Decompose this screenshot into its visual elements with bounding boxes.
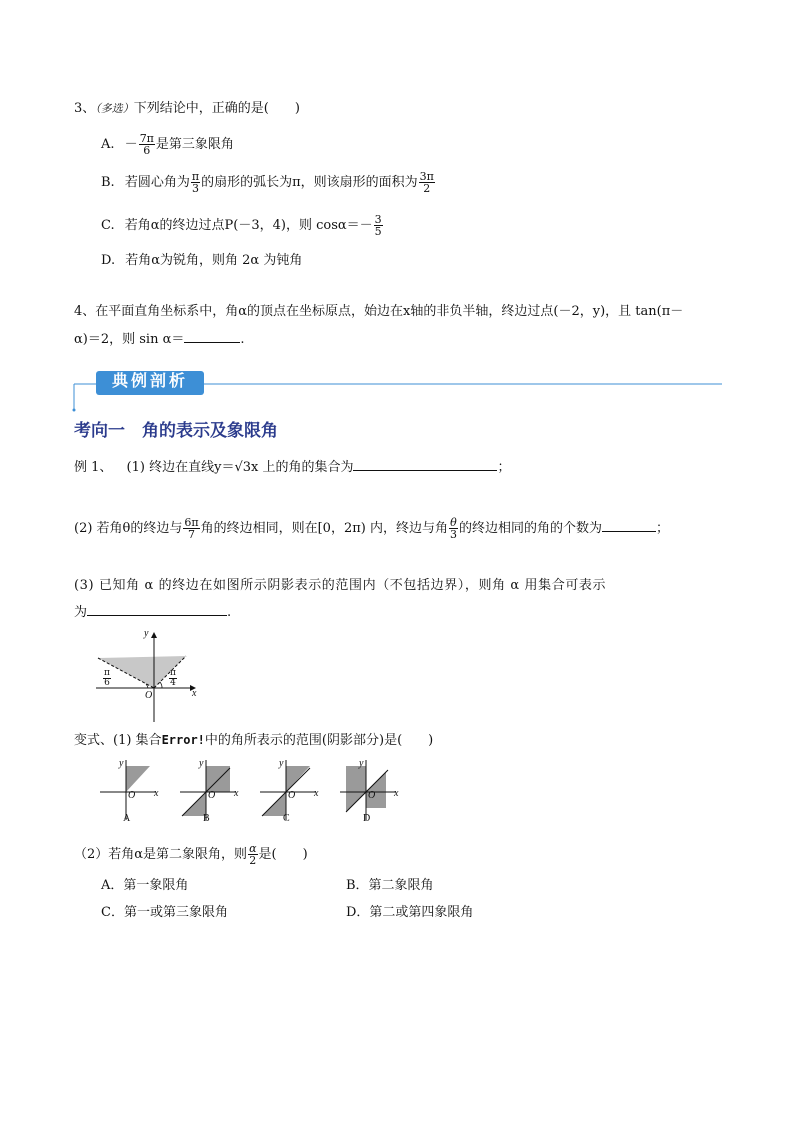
panel-c-caption: C — [283, 813, 290, 824]
fraction-numerator: 7π — [139, 132, 154, 145]
punctuation: ； — [656, 521, 670, 536]
panel-c-origin-label: O — [288, 790, 296, 801]
error-marker: Error! — [161, 733, 205, 747]
variant-text: （2）若角α是第二象限角，则 — [74, 847, 248, 862]
section-title: 考向一 角的表示及象限角 — [74, 421, 278, 441]
example-text: 角的终边相同，则在[0，2π) 内，终边与角 — [200, 521, 448, 536]
fraction-numerator: 6π — [184, 516, 199, 529]
q4-text: α)＝2，则 sin α＝ — [74, 332, 185, 347]
fraction — [248, 843, 257, 866]
fraction-denominator: 3 — [449, 528, 457, 541]
panel-d-y-label: y — [359, 758, 364, 769]
fraction-numerator: 3 — [374, 213, 382, 226]
example-1-part-2 — [74, 517, 669, 540]
fraction — [449, 517, 458, 540]
variant-question-2 — [74, 843, 308, 866]
figure-y-label: y — [144, 628, 149, 639]
figure-left-angle — [102, 668, 112, 688]
panel-d-origin-label: O — [368, 790, 376, 801]
option-letter: C. — [101, 218, 115, 233]
fraction-numerator: π — [104, 668, 110, 678]
panel-d-x-label: x — [394, 788, 399, 799]
panel-b-origin-label: O — [208, 790, 216, 801]
panel-b-y-label: y — [199, 758, 204, 769]
example-1-part-3-line-2 — [74, 603, 231, 621]
option-text: 的扇形的弧长为π，则该扇形的面积为 — [201, 175, 418, 190]
example-label: 例 1、 — [74, 460, 113, 475]
q3-tag: （多选） — [95, 102, 134, 115]
variant-text: 中的角所表示的范围(阴影部分)是( ) — [204, 733, 434, 748]
example-text: 为 — [74, 605, 88, 620]
panel-a-x-label: x — [154, 788, 159, 799]
q3-option-d — [101, 253, 302, 269]
option-letter: B. — [101, 175, 115, 190]
y-axis-arrow — [151, 632, 157, 638]
panel-d-caption: D — [363, 813, 371, 824]
option-text: 是第三象限角 — [155, 137, 234, 152]
fraction-denominator: 2 — [249, 854, 257, 867]
fraction-numerator: π — [191, 170, 200, 183]
option-letter: D. — [101, 253, 116, 268]
figure-right-angle — [168, 668, 178, 688]
q3-option-c — [101, 214, 384, 237]
q3-option-b — [101, 171, 436, 194]
variant-option-a: A．第一象限角 — [101, 878, 189, 893]
panel-a-y-label: y — [119, 758, 124, 769]
fraction-denominator: 4 — [170, 678, 176, 688]
fraction — [183, 517, 199, 540]
panel-c-y-label: y — [279, 758, 284, 769]
fraction-numerator: θ — [450, 516, 457, 529]
figure-origin-label: O — [145, 690, 153, 701]
variant-option-d: D．第二或第四象限角 — [346, 905, 474, 920]
option-letter: A. — [101, 137, 115, 152]
shaded-region — [126, 766, 150, 792]
shaded-region — [346, 766, 366, 812]
option-text: 若角α为锐角，则角 2α 为钝角 — [125, 253, 303, 268]
variant-question-1 — [74, 732, 433, 749]
option-text: 若圆心角为 — [124, 175, 190, 190]
panel-b-x-label: x — [234, 788, 239, 799]
panel-a-origin-label: O — [128, 790, 136, 801]
example-1-part-3-line-1: (3) 已知角 α 的终边在如图所示阴影表示的范围内（不包括边界），则角 α 用集合可表示 — [74, 578, 607, 593]
q4-period: . — [240, 332, 245, 347]
minus-sign: － — [124, 137, 138, 152]
fraction-numerator: π — [170, 668, 176, 678]
fraction-denominator: 2 — [423, 182, 431, 195]
answer-blank[interactable] — [353, 458, 497, 471]
q3-option-a — [101, 133, 234, 156]
panel-a-caption: A — [123, 813, 131, 824]
fraction — [103, 669, 111, 688]
panel-b-caption: B — [203, 813, 210, 824]
fraction — [191, 171, 200, 194]
fraction-numerator: 3π — [419, 170, 434, 183]
q4-line-2 — [74, 330, 245, 348]
variant-option-c: C．第一或第三象限角 — [101, 905, 228, 920]
fraction — [419, 171, 435, 194]
fraction-denominator: 3 — [191, 182, 199, 195]
example-text: 的终边相同的角的个数为 — [458, 521, 602, 536]
fraction — [374, 214, 383, 237]
fraction-numerator: α — [249, 842, 257, 855]
header-dot — [73, 409, 76, 412]
example-text: (2) 若角θ的终边与 — [74, 521, 183, 536]
option-text: 若角α的终边过点P(－3，4)，则 cosα＝－ — [124, 218, 373, 233]
angle-arc-right — [160, 682, 162, 688]
fraction-denominator: 7 — [187, 528, 195, 541]
punctuation: ； — [497, 460, 511, 475]
fraction — [169, 669, 177, 688]
answer-blank[interactable] — [602, 519, 656, 532]
section-badge: 典例剖析 — [111, 371, 188, 390]
answer-blank[interactable] — [87, 603, 227, 616]
variant-text: 是( ) — [258, 847, 308, 862]
q3-stem: 下列结论中，正确的是( ) — [133, 101, 300, 116]
punctuation: . — [227, 605, 232, 620]
example-1-part-1 — [74, 458, 510, 476]
figure-x-label: x — [192, 688, 197, 699]
variant-text: 变式、(1) 集合 — [74, 733, 162, 748]
variant-option-b: B．第二象限角 — [346, 878, 434, 893]
answer-blank[interactable] — [184, 330, 240, 343]
panel-c-x-label: x — [314, 788, 319, 799]
q3-stem-line — [74, 101, 300, 117]
fraction-denominator: 5 — [374, 225, 382, 238]
example-text: (1) 终边在直线y＝√3x 上的角的集合为 — [126, 460, 354, 475]
q3-number: 3、 — [74, 101, 96, 116]
fraction-denominator: 6 — [104, 678, 110, 688]
fraction — [139, 133, 155, 156]
fraction-denominator: 6 — [143, 144, 151, 157]
q4-line-1: 4、在平面直角坐标系中，角α的顶点在坐标原点，始边在x轴的非负半轴，终边过点(－2，y)，且 tan(π－ — [74, 304, 684, 319]
